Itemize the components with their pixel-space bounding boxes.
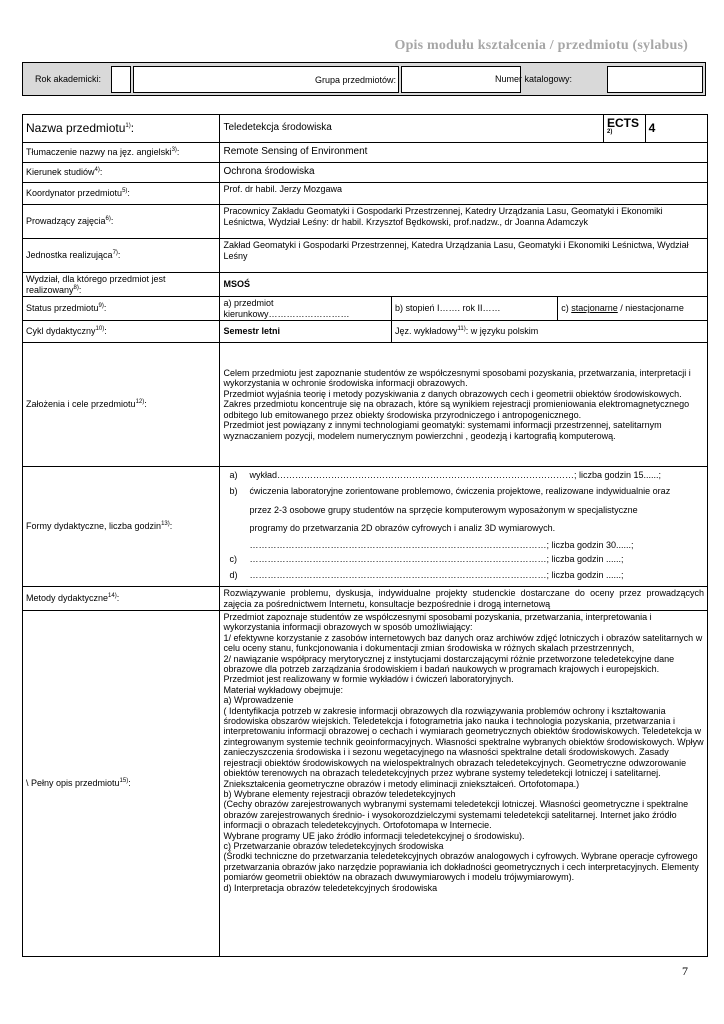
faculty-value: MSOŚ — [220, 273, 708, 297]
lecturers-label: Prowadzący zajęcia$^{6)}$: — [23, 205, 220, 239]
unit-label: Jednostka realizująca$^{7)}$: — [23, 239, 220, 273]
course-name-label: Nazwa przedmiotu$^{1)}$: — [23, 115, 220, 143]
coordinator-label: Koordynator przedmiotu$^{5)}$: — [23, 183, 220, 205]
row-cycle — [23, 321, 708, 343]
faculty-label: Wydział, dla którego przedmiot jest realizowany$^{8)}$: — [23, 273, 220, 297]
unit-value: Zakład Geomatyki i Gospodarki Przestrzennej, Katedra Urządzania Lasu, Geomatyki i Ekonomiki Leśnictwa, Wydział Leśny — [220, 239, 708, 273]
course-name-value: Teledetekcja środowiska — [220, 115, 604, 143]
form-b-cont2: programy do przetwarzania 2D obrazów cyfrowych i analiz 3D wymiarowych. — [249, 523, 556, 533]
methods-value: Rozwiązywanie problemu, dyskusja, indywidualne projekty studenckie dostarczane do oceny przez prowadzących zajęcia za pośrednictwem Internetu, konsultacje bezpośrednie i drogą internetową — [220, 587, 708, 611]
status-c: c) stacjonarne / niestacjonarne — [558, 297, 708, 321]
form-b: b) ćwiczenia laboratoryjne zorientowane problemowo, ćwiczenia projektowe, realizowane indywidualnie oraz — [229, 486, 671, 496]
top-info-bar — [22, 62, 706, 96]
form-b-cont3: ………………………………………………………………………………………; liczba godzin 30......; — [249, 540, 634, 550]
full-description-value: Przedmiot zapoznaje studentów ze współczesnymi sposobami pozyskania, przetwarzania, interpretowania i wykorzystania informacji obrazowych w sposób umożliwiający: 1/ efektywne korzystanie z zasobów internetowych baz danych oraz archiwów zdjęć lotniczych i obrazów satelitarnych w celu oceny stanu, funkcjonowania i dokumentacji zmian środowiska w różnych skalach przestrzennych, 2/ nawiązanie współpracy merytorycznej z instytucjami dostarczającymi różnie przetworzone teledetekcyjne dane obrazowe dla potrzeb zarządzania środowiskiem i badań naukowych w programach krajowych i europejskich. Przedmiot jest realizowany w formie wykładów i ćwiczeń laboratoryjnych. Materiał wykładowy obejmuje: a) Wprowadzenie ( Identyfikacja potrzeb w zakresie informacji obrazowych dla rozwiązywania problemów ochrony i kształtowania środowiska obszarów wiejskich. Teledetekcja i fotogrametria jako nauka i technologia pozyskania, przetwarzania i interpretowaniu informacji obrazowej o cechach i wymiarach geometrycznych obiektów środowiskowych. Teledetekcja w zintegrowanym systemie technik geoinformacyjnych. Własności spektralne wybranych obiektów środowiskowych. Wpływ zanieczyszczenia środowiska i i sezonu wegetacyjnego na własności spektralne detali środowiskowych. Zasady rejestracji obiektów środowiskowych na wielospektralnych obrazach teledetekcyjnych. Geometryczne odwzorowanie obiektów terenowych na obrazach teledetekcyjnych przez wybrane systemy teledetekcji lotniczej i satelitarnej. Zniekształcenia geometryczne obrazów i metody eliminacji zniekształceń. Ortofotomapa.) b) Wybrane elementy rejestracji obrazów teledetekcyjnych (Cechy obrazów zarejestrowanych wybranymi systemami teledetekcji lotniczej. Własności geometryczne i spektralne obrazów zarejestrowanych średnio- i wysokorozdzielczymi systemami teledetekcji satelitarnej. Internet jako źródło informacji o obrazach teledetekcyjnych. Ortofotomapa w Internecie. Wybrane programy UE jako źródło informacji teledetekcyjnej o środowisku). c) Przetwarzanie obrazów teledetekcyjnych środowiska (Środki techniczne do przetwarzania teledetekcyjnych obrazów analogowych i cyfrowych. Wybrane operacje cyfrowego przetwarzania obrazów jako narzędzie poprawiania ich dokładności geometrycznych i cech interpretacyjnych. Elementy pomiarów geometrii obiektów na obrazach dwuwymiarowych i modelu trójwymiarowym). d) Interpretacja obrazów teledetekcyjnych środowiska — [220, 611, 708, 957]
form-b-cont1: przez 2-3 osobowe grupy studentów na sprzęcie komputerowym wyposażonym w specjalistyczne — [249, 505, 638, 515]
status-a: a) przedmiot kierunkowy……………………… — [220, 297, 391, 321]
form-c: c) ………………………………………………………………………………………; liczba godzin ......; — [229, 554, 624, 564]
lecture-language: Jęz. wykładowy$^{11)}$: w języku polskim — [391, 321, 707, 343]
row-coordinator — [23, 183, 708, 205]
row-lecturers — [23, 205, 708, 239]
academic-year-field[interactable] — [111, 66, 131, 93]
status-label: Status przedmiotu$^{9)}$: — [23, 297, 220, 321]
row-goals — [23, 343, 708, 467]
course-group-label: Grupa przedmiotów: — [314, 75, 396, 85]
row-translation — [23, 143, 708, 163]
catalog-number-field[interactable] — [607, 66, 703, 93]
translation-value: Remote Sensing of Environment — [220, 143, 708, 163]
translation-label: Tłumaczenie nazwy na jęz. angielski$^{3)}$: — [23, 143, 220, 163]
row-status — [23, 297, 708, 321]
academic-year-label: Rok akademicki: — [35, 74, 102, 84]
form-d: d) ………………………………………………………………………………………; liczba godzin ......; — [229, 570, 624, 580]
coordinator-value: Prof. dr habil. Jerzy Mozgawa — [220, 183, 708, 205]
catalog-number-label: Numer katalogowy: — [495, 74, 573, 84]
row-field — [23, 163, 708, 183]
form-a: a) wykład………………………………………………………………………………………; liczba godzin 15......; — [229, 470, 662, 480]
forms-label: Formy dydaktyczne, liczba godzin$^{13)}$: — [23, 467, 220, 587]
document-title: Opis modułu kształcenia / przedmiotu (sylabus) — [394, 38, 688, 53]
methods-label: Metody dydaktyczne$^{14)}$: — [23, 587, 220, 611]
course-group-box — [133, 66, 399, 93]
goals-label: Założenia i cele przedmiotu$^{12)}$: — [23, 343, 220, 467]
field-label: Kierunek studiów$^{4)}$: — [23, 163, 220, 183]
full-description-label: \ Pełny opis przedmiotu$^{15)}$: — [23, 611, 220, 957]
row-methods — [23, 587, 708, 611]
page-number: 7 — [682, 964, 688, 978]
goals-value: Celem przedmiotu jest zapoznanie studentów ze współczesnymi sposobami pozyskania, przetwarzania, interpretacji i wykorzystania w ochronie środowiska informacji obrazowych. Przedmiot wyjaśnia teorię i metody pozyskiwania z danych obrazowych cech i geometrii obiektów środowiskowych. Zakres przedmiotu koncentruje się na obrazach, które są wynikiem rejestracji promieniowania elektromagnetycznego odbitego lub emitowanego przez obiekty środowiska przyrodniczego i antropogenicznego. Przedmiot jest powiązany z innymi technologiami geomatyki: systemami informacji przestrzennej, satelitarnym wyznaczaniem pozycji, modelem numerycznym powierzchni , geodezją i kartografią komputerową. — [220, 343, 708, 467]
ects-value: 4 — [645, 115, 707, 143]
row-unit — [23, 239, 708, 273]
lecturers-value: Pracownicy Zakładu Geomatyki i Gospodarki Przestrzennej, Katedry Urządzania Lasu, Geomatyki i Ekonomiki Leśnictwa, Wydział Leśny: dr habil. Krzysztof Będkowski, prof.nadzw., dr Joanna Adamczyk — [220, 205, 708, 239]
forms-value — [220, 467, 708, 587]
row-course-name — [23, 115, 708, 143]
field-value: Ochrona środowiska — [220, 163, 708, 183]
cycle-label: Cykl dydaktyczny$^{10)}$: — [23, 321, 220, 343]
status-b: b) stopień I……. rok II…… — [391, 297, 557, 321]
ects-label: ECTS $^{2)}$ — [604, 115, 646, 143]
row-full-description — [23, 611, 708, 957]
row-faculty — [23, 273, 708, 297]
cycle-value: Semestr letni — [220, 321, 391, 343]
row-forms — [23, 467, 708, 587]
syllabus-table — [22, 114, 708, 957]
